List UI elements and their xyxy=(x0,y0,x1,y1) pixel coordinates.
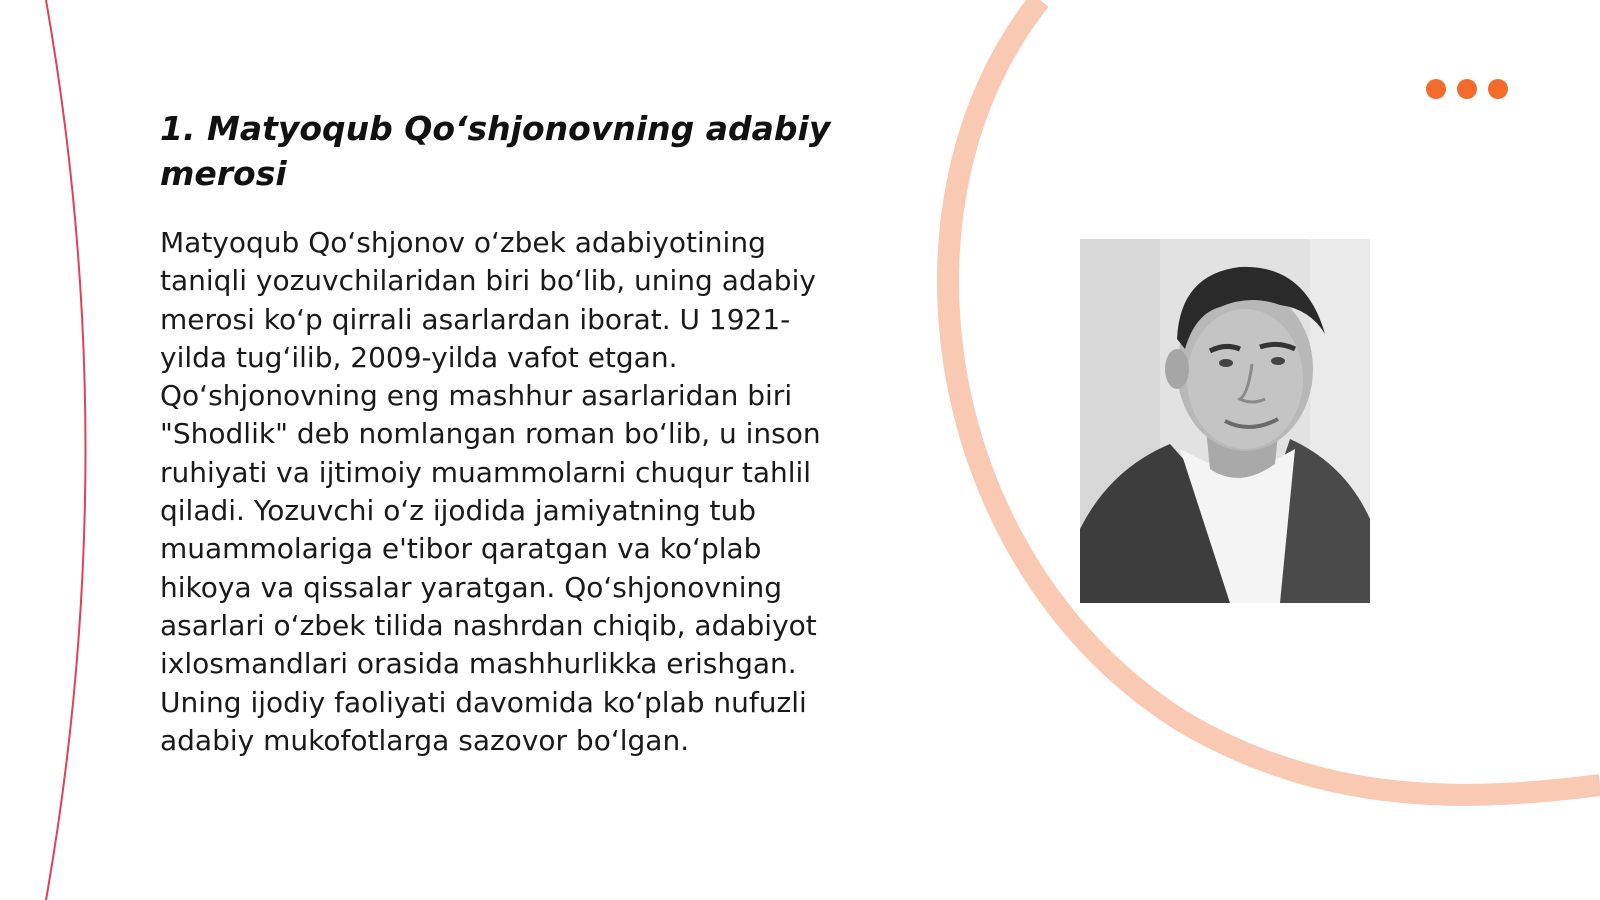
dot xyxy=(1488,79,1508,99)
more-dots-icon xyxy=(1426,79,1508,99)
portrait-illustration xyxy=(1080,239,1370,603)
left-curve-line xyxy=(46,0,86,900)
body-paragraph: Matyoqub Qo‘shjonov o‘zbek adabiyotining taniqli yozuvchilaridan biri bo‘lib, uning adabiy merosi ko‘p qirrali asarlardan iborat. U 1921-yilda tug‘ilib, 2009-yilda vafot etgan. Qo‘shjonovning eng mashhur asarlaridan biri "Shodlik" deb nomlangan roman bo‘lib, u inson ruhiyati va ijtimoiy muammolarni chuqur tahlil qiladi. Yozuvchi o‘z ijodida jamiyatning tub muammolariga e'tibor qaratgan va ko‘plab hikoya va qissalar yaratgan. Qo‘shjonovning asarlari o‘zbek tilida nashrdan chiqib, adabiyot ixlosmandlari orasida mashhurlikka erishgan. Uning ijodiy faoliyati davomida ko‘plab nufuzli adabiy mukofotlarga sazovor bo‘lgan. xyxy=(160,226,821,757)
dot xyxy=(1426,79,1446,99)
portrait-photo xyxy=(1080,239,1370,603)
dot xyxy=(1457,79,1477,99)
slide-title: 1. Matyoqub Qo‘shjonovning adabiy merosi xyxy=(160,109,831,193)
